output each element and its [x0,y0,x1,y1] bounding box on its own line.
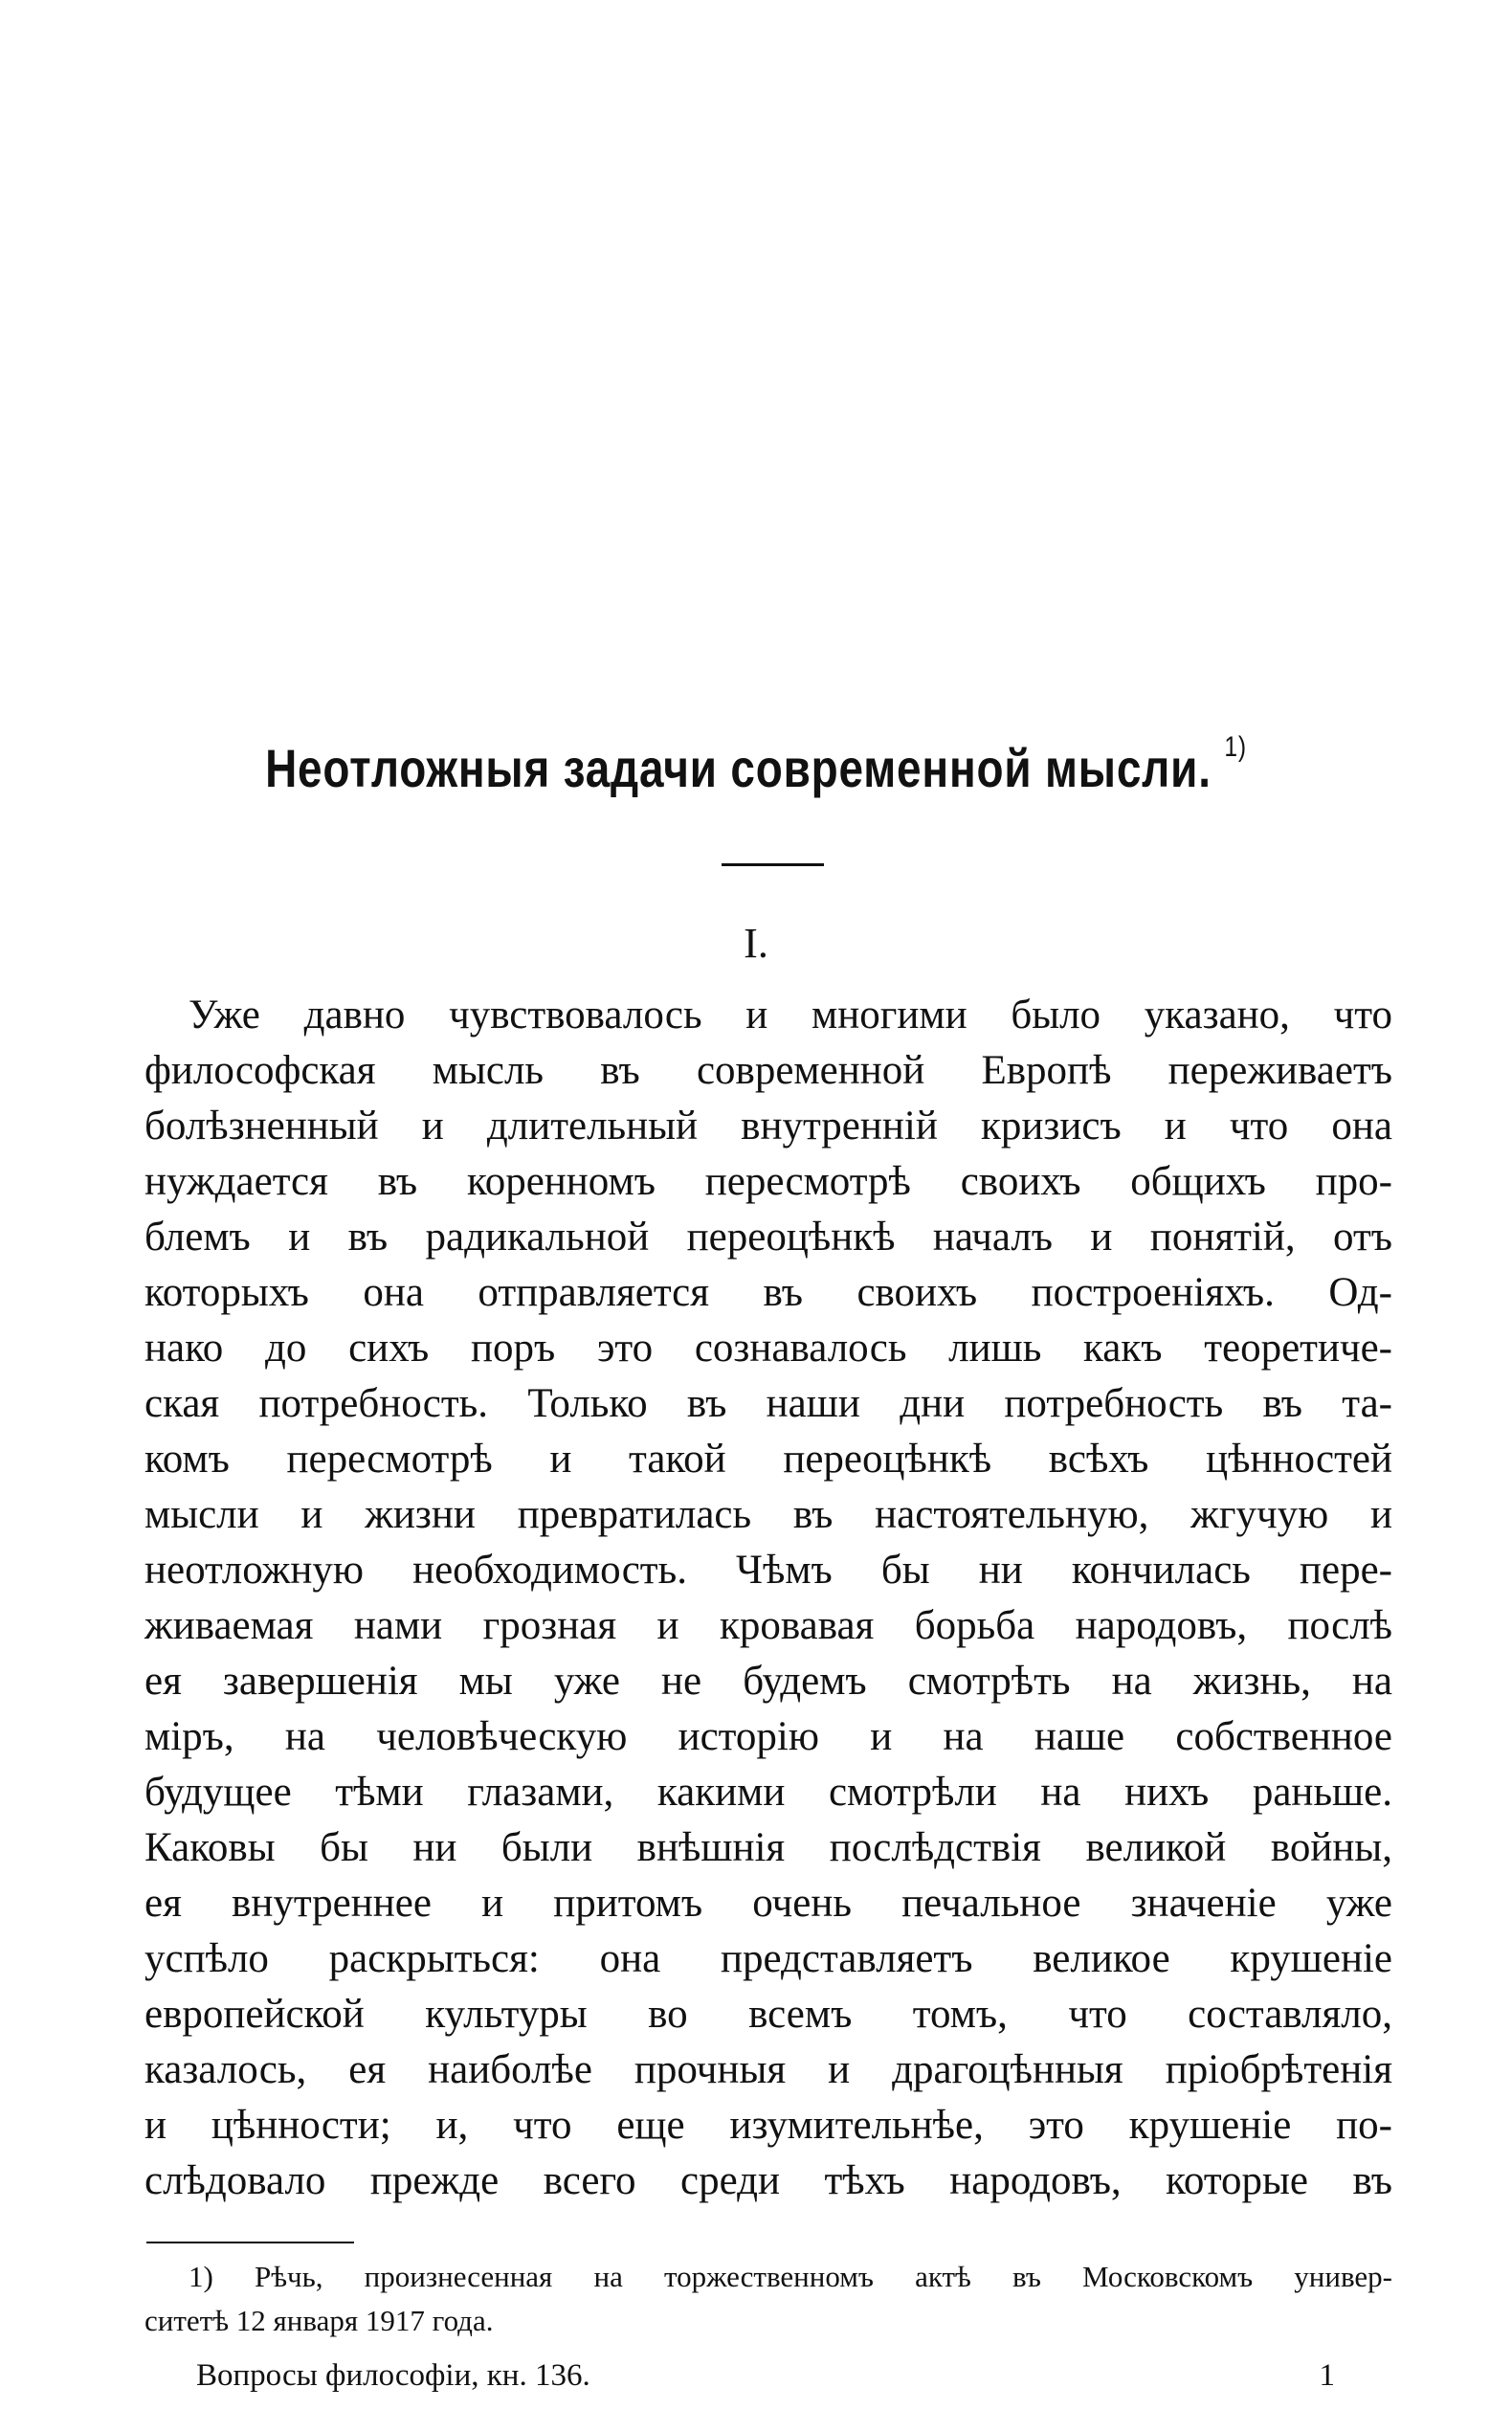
text-line: ея завершенія мы уже не будемъ смотрѣть на жизнь, на [145,1659,1392,1704]
text-line: казалось, ея наиболѣе прочныя и драгоцѣнныя пріобрѣтенія [145,2047,1392,2092]
title-divider [722,863,824,866]
text-line: мысли и жизни превратилась въ настоятельную, жгучую и [145,1492,1392,1537]
text-line: Каковы бы ни были внѣшнія послѣдствія великой войны, [145,1825,1392,1870]
text-line: и цѣнности; и, что еще изумительнѣе, это крушеніе по- [145,2103,1392,2148]
text-line: которыхъ она отправляется въ своихъ построеніяхъ. Од- [145,1270,1392,1315]
text-line: болѣзненный и длительный внутренній кризисъ и что она [145,1104,1392,1149]
footnote-divider [146,2242,354,2243]
text-line: будущее тѣми глазами, какими смотрѣли на нихъ раньше. [145,1770,1392,1815]
section-number: I. [744,920,768,967]
text-line: міръ, на человѣческую исторію и на наше собственное [145,1714,1392,1759]
page-footer [196,2358,1335,2394]
text-line: слѣдовало прежде всего среди тѣхъ народовъ, которые въ [145,2158,1392,2203]
text-line: ея внутреннее и притомъ очень печальное значеніе уже [145,1881,1392,1926]
text-line: нако до сихъ поръ это сознавалось лишь какъ теоретиче- [145,1326,1392,1371]
page-title [136,731,1376,799]
text-line: комъ пересмотрѣ и такой переоцѣнкѣ всѣхъ цѣнностей [145,1437,1392,1482]
title-footnote-mark: 1) [1224,731,1247,763]
text-line: успѣло раскрыться: она представляетъ великое крушеніе [145,1936,1392,1981]
text-line: неотложную необходимость. Чѣмъ бы ни кончилась пере- [145,1548,1392,1593]
text-line: нуждается въ коренномъ пересмотрѣ своихъ общихъ про- [145,1159,1392,1204]
footnote-line: 1) Рѣчь, произнесенная на торжественномъ актѣ въ Московскомъ универ- [189,2260,1392,2293]
body-text [145,988,1392,2209]
text-line: Уже давно чувствовалось и многими было указано, что [189,993,1392,1038]
title-text: Неотложныя задачи современной мысли. [265,738,1212,798]
page-number: 1 [1319,2358,1335,2393]
text-line: ская потребность. Только въ наши дни потребность въ та- [145,1381,1392,1426]
footnote-line: ситетѣ 12 января 1917 года. [145,2304,494,2337]
text-line: философская мысль въ современной Европѣ переживаетъ [145,1048,1392,1093]
footnote [145,2255,1392,2343]
journal-signature: Вопросы философіи, кн. 136. [196,2358,590,2393]
text-line: живаемая нами грозная и кровавая борьба народовъ, послѣ [145,1603,1392,1648]
text-line: европейской культуры во всемъ томъ, что составляло, [145,1992,1392,2037]
text-line: блемъ и въ радикальной переоцѣнкѣ началъ и понятій, отъ [145,1215,1392,1260]
